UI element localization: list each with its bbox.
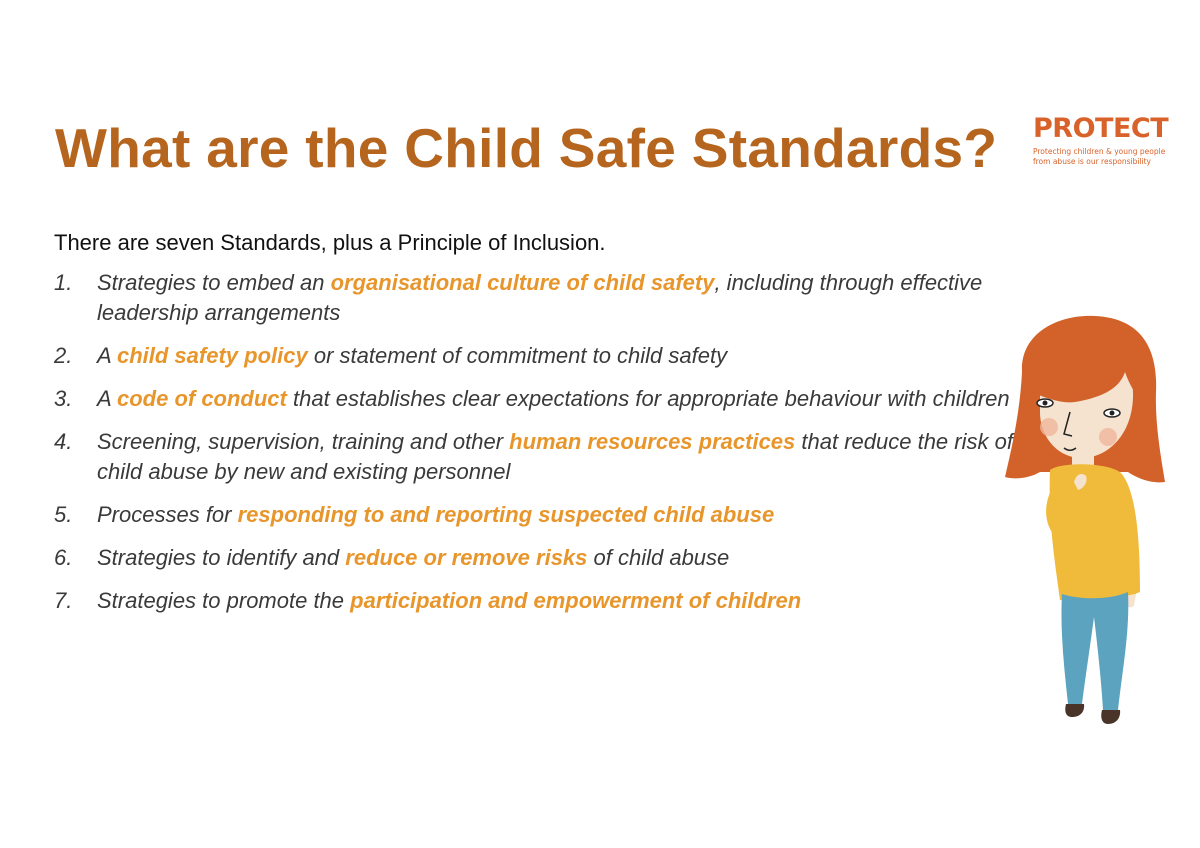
standard-item-3 (54, 384, 1014, 414)
page-title: What are the Child Safe Standards? (55, 117, 998, 179)
pupil-right (1110, 411, 1115, 416)
standard-item-7 (54, 586, 1014, 616)
standard-text: A (97, 343, 117, 368)
standard-highlight: organisational culture of child safety (330, 270, 715, 295)
pupil-left (1043, 401, 1048, 406)
standard-text-after: or statement of commitment to child safety (307, 343, 728, 368)
standard-item-2 (54, 341, 1014, 371)
standard-number: 7. (54, 588, 73, 613)
pants (1061, 592, 1128, 710)
standard-text-after: that reduce the risk of child abuse by new and existing personnel (97, 429, 1013, 484)
girl-illustration (1000, 312, 1170, 732)
standard-number: 2. (54, 343, 73, 368)
shoe-right (1101, 710, 1120, 724)
standard-text: Screening, supervision, training and other (97, 429, 510, 454)
logo-tagline-line-2: from abuse is our responsibility (1033, 157, 1151, 166)
standard-highlight: human resources practices (509, 429, 796, 454)
standard-number: 4. (54, 429, 73, 454)
standards-list (54, 268, 1014, 629)
standard-highlight: code of conduct (116, 386, 287, 411)
standard-item-4 (54, 427, 1014, 487)
standard-text: Strategies to embed an (97, 270, 331, 295)
standard-text-after: that establishes clear expectations for appropriate behaviour with children (286, 386, 1010, 411)
standard-text-after: , including through effective leadership arrangements (97, 270, 983, 325)
shoe-left (1065, 704, 1084, 717)
standard-text-after: of child abuse (587, 545, 730, 570)
standard-number: 6. (54, 545, 73, 570)
standard-highlight: child safety policy (116, 343, 308, 368)
standard-text: Processes for (97, 502, 238, 527)
standard-number: 1. (54, 270, 73, 295)
cheek-right (1099, 428, 1117, 446)
standard-highlight: reduce or remove risks (345, 545, 588, 570)
cheek-left (1040, 418, 1058, 436)
standard-text: Strategies to promote the (97, 588, 351, 613)
protect-logo (1033, 113, 1173, 167)
standard-number: 3. (54, 386, 73, 411)
standard-item-1 (54, 268, 1014, 328)
standard-number: 5. (54, 502, 73, 527)
standard-highlight: responding to and reporting suspected child abuse (237, 502, 775, 527)
standard-text: A (97, 386, 117, 411)
standard-item-5 (54, 500, 1014, 530)
logo-tagline-line-1: Protecting children & young people (1033, 147, 1166, 156)
standard-highlight: participation and empowerment of children (350, 588, 802, 613)
logo-wordmark: PROTECT (1033, 113, 1169, 144)
intro-text: There are seven Standards, plus a Principle of Inclusion. (54, 230, 606, 255)
standard-text: Strategies to identify and (97, 545, 346, 570)
standard-item-6 (54, 543, 1014, 573)
logo-tagline (1033, 147, 1173, 167)
